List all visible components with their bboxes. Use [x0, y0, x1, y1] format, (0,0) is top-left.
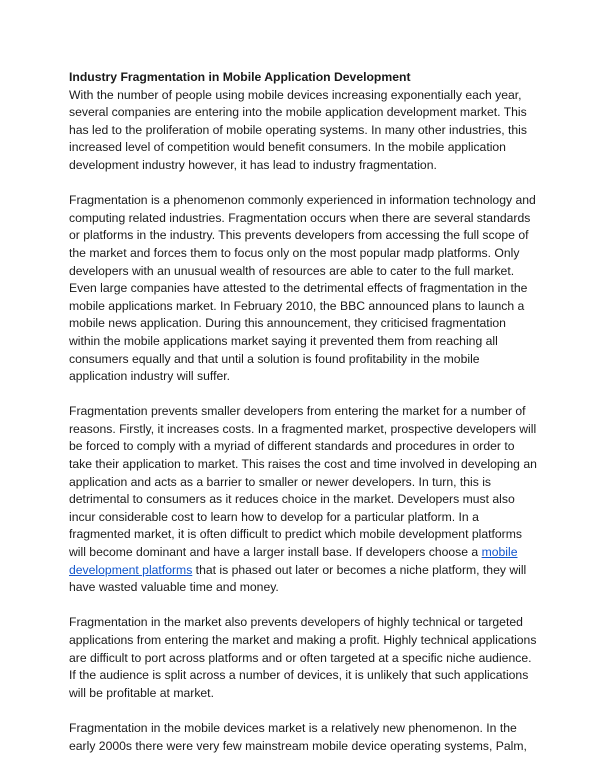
paragraph-1: With the number of people using mobile devices increasing exponentially each year, several companies are entering into the mobile application development market. This has led to the proliferation of mobile operating systems. In many other industries, this increased level of competition would benefit consumers. In the mobile application development industry however, it has lead to industry fragmentation.	[69, 87, 527, 172]
mobile-development-platforms-link[interactable]: mobile development platforms	[69, 545, 518, 577]
paragraph-4: Fragmentation in the market also prevents developers of highly technical or targeted applications from entering the market and making a profit. Highly technical applications are difficult to port across platforms and or often targeted at a specific niche audience. If the audience is split across a number of devices, it is unlikely that such applications will be profitable at market.	[69, 615, 537, 700]
document-title: Industry Fragmentation in Mobile Application Development	[69, 70, 411, 84]
paragraph-3-text-before: Fragmentation prevents smaller developers from entering the market for a number of reasons. Firstly, it increases costs. In a fragmented market, prospective developers will be forced to comply with a myriad of different standards and procedures in order to take their application to market. This raises the cost and time involved in developing an application and acts as a barrier to smaller or newer developers. In turn, this is detrimental to consumers as it reduces choice in the market. Developers must also incur considerable cost to learn how to develop for a particular platform. In a fragmented market, it is often difficult to predict which mobile development platforms will become dominant and have a larger install base. If developers choose a	[69, 404, 537, 560]
paragraph-3	[69, 403, 539, 597]
paragraph-5: Fragmentation in the mobile devices market is a relatively new phenomenon. In the early 2000s there were very few mainstream mobile device operating systems, Palm,	[69, 720, 527, 753]
document-page	[69, 69, 539, 773]
paragraph-2: Fragmentation is a phenomenon commonly experienced in information technology and computing related industries. Fragmentation occurs when there are several standards or platforms in the industry. This prevents developers from accessing the full scope of the market and forces them to focus only on the most popular madp platforms. Only developers with an unusual wealth of resources are able to cater to the full market. Even large companies have attested to the detrimental effects of fragmentation in the mobile applications market. In February 2010, the BBC announced plans to launch a mobile news application. During this announcement, they criticised fragmentation within the mobile applications market saying it prevented them from reaching all consumers equally and that until a solution is found profitability in the mobile application industry will suffer.	[69, 193, 536, 384]
paragraph-3-text-after: that is phased out later or becomes a niche platform, they will have wasted valuable time and money.	[69, 562, 527, 595]
